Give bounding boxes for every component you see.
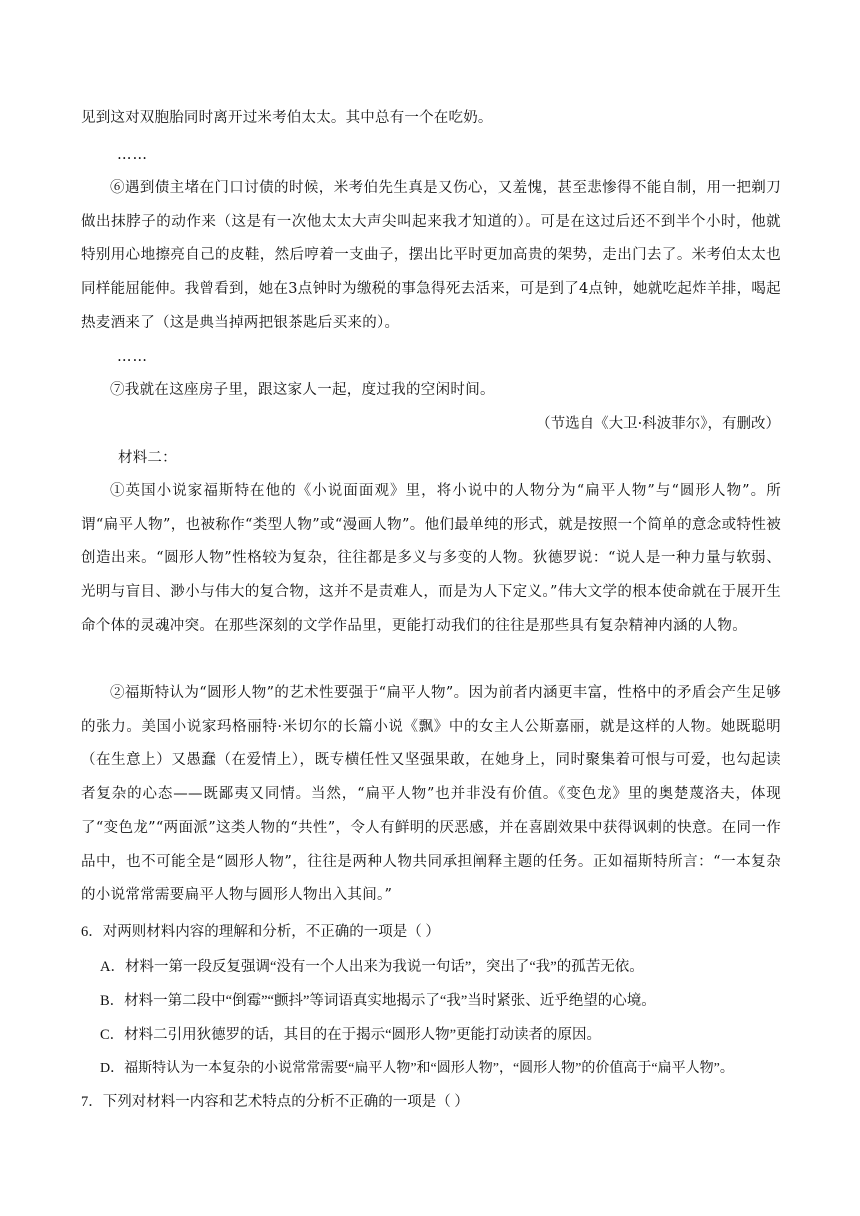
question-6-option-c: C．材料二引用狄德罗的话，其目的在于揭示“圆形人物”更能打动读者的原因。: [100, 1027, 602, 1043]
question-6-option-a: A．材料一第一段反复强调“没有一个人出来为我说一句话”，突出了“我”的孤苦无依。: [100, 959, 644, 975]
question-6-option-b: B．材料一第二段中“倒霉”“颤抖”等词语真实地揭示了“我”当时紧张、近乎绝望的心境。: [100, 993, 656, 1009]
omission-ellipsis: ……: [117, 349, 148, 365]
question-7-stem: 7．下列对材料一内容和艺术特点的分析不正确的一项是（ ）: [81, 1094, 469, 1110]
paragraph-6: ⑥遇到债主堵在门口讨债的时候，米考伯先生真是又伤心，又羞愧，甚至悲惨得不能自制，用一把剃刀做出抹脖子的动作来（这是有一次他太太大声尖叫起来我才知道的）。可是在这过后还不到半个小时，他就特别用心地擦亮自己的皮鞋，然后哼着一支曲子，摆出比平时更加高贵的架势，走出门去了。米考伯太太也同样能屈能伸。我曾看到，她在3点钟时为缴税的事急得死去活来，可是到了4点钟，她就吃起炸羊排，喝起热麦酒来了（这是典当掉两把银茶匙后买来的）。: [81, 180, 781, 331]
paragraph-7: ⑦我就在这座房子里，跟这家人一起，度过我的空闲时间。: [110, 382, 495, 398]
continued-text-line: 见到这对双胞胎同时离开过米考伯太太。其中总有一个在吃奶。: [81, 110, 493, 126]
question-6-stem: 6．对两则材料内容的理解和分析，不正确的一项是（ ）: [81, 924, 440, 940]
source-citation: （节选自《大卫·科波菲尔》，有删改）: [536, 416, 780, 432]
material-2-paragraph-1: ①英国小说家福斯特在他的《小说面面观》里，将小说中的人物分为“扁平人物”与“圆形人物”。所谓“扁平人物”，也被称作“类型人物”或“漫画人物”。他们最单纯的形式，就是按照一个简单的意念或特性被创造出来。“圆形人物”性格较为复杂，往往都是多义与多变的人物。狄德罗说：“说人是一种力量与软弱、光明与盲目、渺小与伟大的复合物，这并不是责难人，而是为人下定义。”伟大文学的根本使命就在于展开生命个体的灵魂冲突。在那些深刻的文学作品里，更能打动我们的往往是那些具有复杂精神内涵的人物。: [81, 483, 781, 634]
material-2-heading: 材料二：: [118, 450, 177, 466]
omission-ellipsis: ……: [117, 147, 148, 163]
question-6-option-d: D．福斯特认为一本复杂的小说常常需要“扁平人物”和“圆形人物”，“圆形人物”的价值高于“扁平人物”。: [100, 1061, 734, 1076]
material-2-paragraph-2: ②福斯特认为“圆形人物”的艺术性要强于“扁平人物”。因为前者内涵更丰富，性格中的矛盾会产生足够的张力。美国小说家玛格丽特·米切尔的长篇小说《飘》中的女主人公斯嘉丽，就是这样的人物。她既聪明（在生意上）又愚蠢（在爱情上），既专横任性又坚强果敢，在她身上，同时聚集着可恨与可爱，也勾起读者复杂的心态——既鄙夷又同情。当然，“扁平人物”也并非没有价值。《变色龙》里的奥楚蔑洛夫，体现了“变色龙”“两面派”这类人物的“共性”，令人有鲜明的厌恶感，并在喜剧效果中获得讽刺的快意。在同一作品中，也不可能全是“圆形人物”，往往是两种人物共同承担阐释主题的任务。正如福斯特所言：“一本复杂的小说常常需要扁平人物与圆形人物出入其间。”: [81, 685, 781, 904]
